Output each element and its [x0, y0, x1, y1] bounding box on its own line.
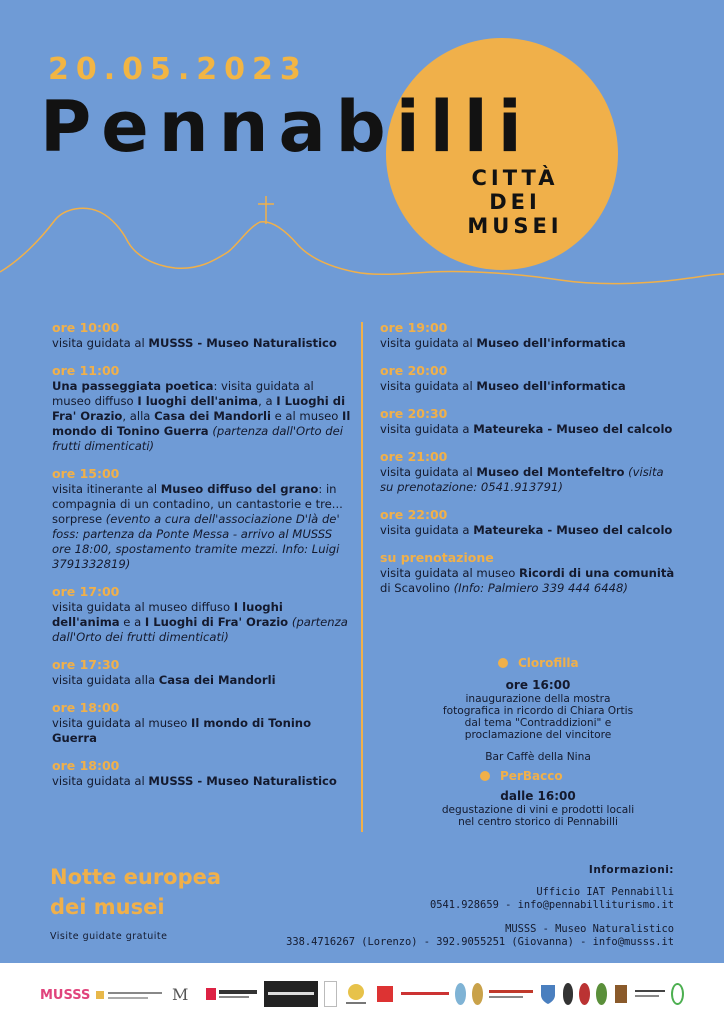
- sponsor-logo-icon: [401, 981, 449, 1007]
- clorofilla-label: Clorofilla: [518, 656, 579, 670]
- event-time: ore 15:00: [52, 466, 120, 481]
- svg-text:M: M: [172, 984, 189, 1004]
- event-time: ore 19:00: [380, 320, 448, 335]
- perbacco-heading: [480, 769, 563, 783]
- clorofilla-place: Bar Caffè della Nina: [485, 751, 591, 763]
- event-time: ore 11:00: [52, 363, 120, 378]
- event-time: ore 21:00: [380, 449, 448, 464]
- associazione-logo-icon: [489, 981, 533, 1007]
- event-description: visita guidata a Mateureka - Museo del calcolo: [380, 523, 673, 537]
- subtitle-line: MUSEI: [467, 214, 563, 238]
- perbacco-time: dalle 16:00: [500, 789, 576, 803]
- event-time: ore 18:00: [52, 700, 120, 715]
- sponsor-logo-icon: [324, 981, 337, 1007]
- coat-of-arms-icon: [539, 981, 557, 1007]
- sponsor-logo-icon: [635, 981, 665, 1007]
- schedule-item: [52, 320, 352, 351]
- clorofilla-line: fotografica in ricordo di Chiara Ortis: [442, 705, 634, 717]
- event-time: ore 20:00: [380, 363, 448, 378]
- event-description: visita guidata al museo diffuso I luoghi dell'anima e a I Luoghi di Fra' Orazio (partenza dall'Orto dei frutti dimenticati): [52, 600, 348, 644]
- schedule-item: [52, 466, 352, 572]
- mateureka-logo-icon: [206, 981, 258, 1007]
- event-description: visita guidata al Museo dell'informatica: [380, 336, 626, 350]
- notte-europea-title: [50, 862, 221, 922]
- info-line: 338.4716267 (Lorenzo) - 392.9055251 (Giovanna) - info@musss.it: [286, 936, 674, 948]
- info-block: [286, 864, 674, 950]
- event-description: visita guidata al Museo dell'informatica: [380, 379, 626, 393]
- bullet-dot-icon: [498, 658, 508, 668]
- event-date: 20.05.2023: [48, 52, 308, 87]
- event-time: su prenotazione: [380, 550, 494, 565]
- info-line: Ufficio IAT Pennabilli: [536, 885, 674, 898]
- sponsor-logo-icon: [579, 983, 590, 1005]
- sponsor-logo-icon: [563, 983, 574, 1005]
- clorofilla-line: inaugurazione della mostra: [465, 693, 611, 705]
- schedule-item: [52, 584, 352, 645]
- sponsor-logo-icon: [375, 981, 395, 1007]
- event-time: ore 22:00: [380, 507, 448, 522]
- perbacco-line: nel centro storico di Pennabilli: [458, 816, 618, 828]
- event-time: ore 17:30: [52, 657, 120, 672]
- left-schedule: [52, 320, 352, 801]
- sponsor-logo-icon: [455, 983, 466, 1005]
- schedule-item: [380, 449, 680, 495]
- free-tours-note: Visite guidate gratuite: [50, 931, 168, 942]
- schedule-item: [52, 363, 352, 454]
- schedule-item: [380, 320, 680, 351]
- sponsor-logo-icon: [96, 981, 164, 1007]
- svg-text:MUSSS: MUSSS: [40, 987, 90, 1003]
- schedule-item: [52, 657, 352, 688]
- schedule-item: [380, 406, 680, 437]
- column-divider: [361, 322, 363, 832]
- museum-logo-icon: [170, 981, 200, 1007]
- event-description: visita itinerante al Museo diffuso del grano: in compagnia di un contadino, un cantastorie e tre... sorprese (evento a cura dell'associazione D'là de' foss: partenza da Ponte Messa - arrivo al MUSSS ore 18:00, spostamento tramite mezzi. Info: Luigi 3791332819): [52, 482, 343, 571]
- sponsor-logo-icon: [472, 983, 483, 1005]
- clorofilla-details: [418, 678, 658, 763]
- schedule-item: [380, 507, 680, 538]
- mountain-outline: [0, 190, 724, 300]
- perbacco-details: [418, 789, 658, 828]
- museo-informatica-logo-icon: [264, 981, 318, 1007]
- event-description: visita guidata a Mateureka - Museo del calcolo: [380, 422, 673, 436]
- clorofilla-heading: [498, 656, 579, 670]
- schedule-item: [52, 758, 352, 789]
- clorofilla-line: proclamazione del vincitore: [464, 729, 612, 741]
- event-time: ore 17:00: [52, 584, 120, 599]
- event-description: visita guidata al museo Il mondo di Tonino Guerra: [52, 716, 312, 745]
- res-logo-icon: [671, 983, 684, 1005]
- event-description: visita guidata al MUSSS - Museo Naturalistico: [52, 774, 337, 788]
- event-time: ore 18:00: [52, 758, 120, 773]
- event-description: visita guidata al Museo del Montefeltro (visita su prenotazione: 0541.913791): [380, 465, 664, 494]
- event-time: ore 20:30: [380, 406, 448, 421]
- schedule-item: [380, 363, 680, 394]
- clorofilla-time: ore 16:00: [505, 678, 571, 692]
- schedule-item: [380, 550, 680, 596]
- subtitle-line: CITTÀ: [471, 166, 559, 190]
- musss-logo-icon: [40, 981, 90, 1007]
- event-description: Una passeggiata poetica: visita guidata al museo diffuso I luoghi dell'anima, a I Luoghi di Fra' Orazio, alla Casa dei Mandorli e al museo Il mondo di Tonino Guerra (partenza dall'Orto dei frutti dimenticati): [52, 379, 351, 453]
- info-line: 0541.928659 - info@pennabilliturismo.it: [430, 899, 674, 911]
- notte-line: Notte europea: [50, 865, 222, 889]
- sponsor-logo-icon: [596, 983, 607, 1005]
- sponsor-logo-icon: [343, 981, 369, 1007]
- info-heading: Informazioni:: [588, 864, 674, 876]
- info-line: MUSSS - Museo Naturalistico: [505, 922, 674, 935]
- sponsor-logo-icon: [613, 981, 629, 1007]
- event-description: visita guidata al museo Ricordi di una comunità di Scavolino (Info: Palmiero 339 444 6448): [380, 566, 675, 595]
- sponsor-footer: [0, 963, 724, 1024]
- perbacco-line: degustazione di vini e prodotti locali: [441, 804, 635, 816]
- perbacco-label: PerBacco: [500, 769, 563, 783]
- page-title: Pennabilli: [40, 86, 532, 168]
- notte-line: dei musei: [50, 895, 165, 919]
- bullet-dot-icon: [480, 771, 490, 781]
- clorofilla-line: dal tema "Contraddizioni" e: [464, 717, 612, 729]
- right-schedule: [380, 320, 680, 608]
- schedule-item: [52, 700, 352, 746]
- event-description: visita guidata alla Casa dei Mandorli: [52, 673, 276, 687]
- subtitle-line: DEI: [489, 190, 541, 214]
- event-description: visita guidata al MUSSS - Museo Naturalistico: [52, 336, 337, 350]
- event-time: ore 10:00: [52, 320, 120, 335]
